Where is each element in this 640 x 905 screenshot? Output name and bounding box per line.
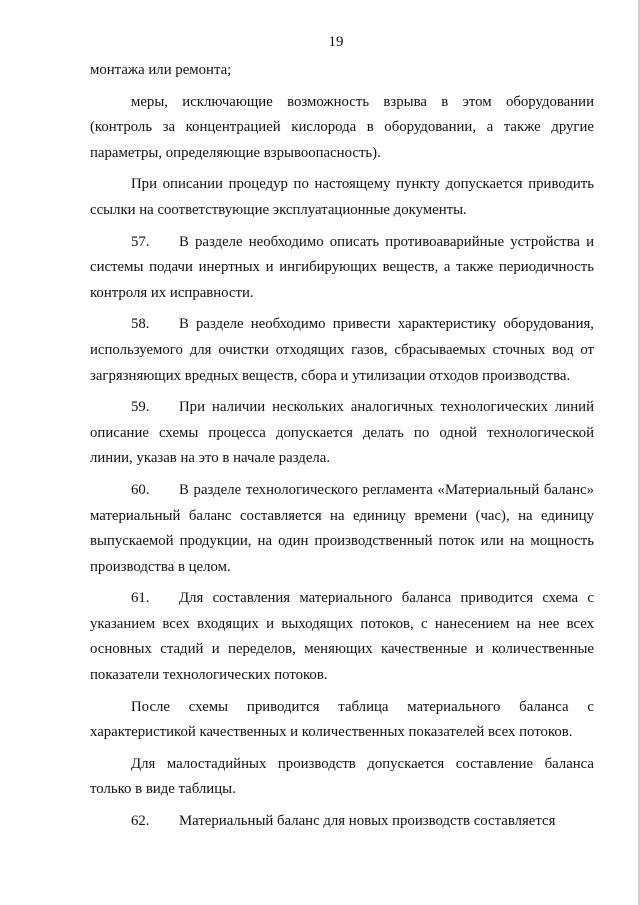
paragraph-small-production (90, 752, 594, 803)
paragraph-60 (90, 478, 594, 580)
paragraph-explosion-measures (90, 90, 594, 167)
paragraph-number: 60. (131, 481, 150, 498)
paragraph-text: При наличии нескольких аналогичных технологических линий описание схемы процесса допускается делать по одной технологической линии, указав на это в начале раздела. (90, 399, 594, 467)
paragraph-number: 61. (131, 590, 150, 607)
paragraph-balance-table (90, 695, 594, 746)
paragraph-number: 59. (131, 399, 150, 416)
paragraph-text: После схемы приводится таблица материального баланса с характеристикой качественных и количественных показателей всех потоков. (90, 698, 594, 741)
document-body (90, 58, 594, 841)
paragraph-58 (90, 312, 594, 389)
paragraph-number: 57. (131, 233, 150, 250)
paragraph-text: В разделе необходимо описать противоаварийные устройства и системы подачи инертных и ингибирующих веществ, а также периодичность контроля их исправности. (90, 233, 594, 301)
paragraph-57 (90, 230, 594, 307)
paragraph-text: Для составления материального баланса приводится схема с указанием всех входящих и выходящих потоков, с нанесением на нее всех основных стадий и переделов, меняющих качественные и количественные показатели технологических потоков. (90, 590, 594, 684)
paragraph-text: монтажа или ремонта; (90, 62, 232, 78)
paragraph-62 (90, 809, 594, 835)
paragraph-text: Материальный баланс для новых производств составляется (179, 813, 556, 830)
paragraph-59 (90, 395, 594, 472)
paragraph-continuation (90, 58, 594, 84)
paragraph-text: меры, исключающие возможность взрыва в этом оборудовании (контроль за концентрацией кислорода в оборудовании, а также другие параметры, определяющие взрывоопасность). (90, 93, 594, 161)
paragraph-procedure-references (90, 172, 594, 223)
paragraph-text: При описании процедур по настоящему пункту допускается приводить ссылки на соответствующие эксплуатационные документы. (90, 176, 594, 218)
page-number: 19 (328, 34, 344, 50)
paragraph-text: В разделе технологического регламента «Материальный баланс» материальный баланс составляется на единицу времени (час), на единицу выпускаемой продукции, на один производственный поток или на мощность производства в целом. (90, 481, 594, 575)
paragraph-number: 58. (131, 316, 150, 333)
paragraph-text: Для малостадийных производств допускается составление баланса только в виде таблицы. (90, 755, 594, 798)
paragraph-61 (90, 586, 594, 688)
paragraph-text: В разделе необходимо привести характеристику оборудования, используемого для очистки отходящих газов, сбрасываемых сточных вод от загрязняющих вредных веществ, сбора и утилизации отходов производства. (90, 316, 594, 384)
paragraph-number: 62. (131, 813, 150, 830)
